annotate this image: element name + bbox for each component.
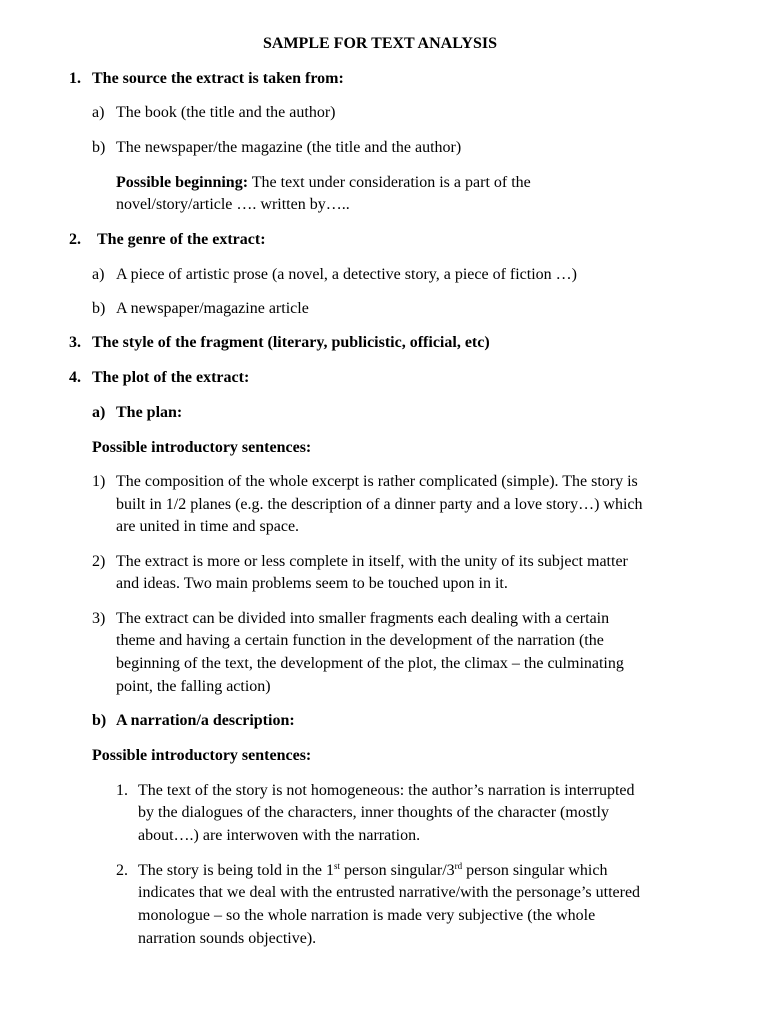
plan-item-1-line-2: built in 1/2 planes (e.g. the description of a dinner party and a love story…) which: [116, 496, 643, 513]
section-1-number: 1.: [69, 70, 81, 87]
plan-item-3-number: 3): [92, 610, 106, 627]
possible-beginning-line: [116, 172, 531, 195]
plan-item-1-number: 1): [92, 473, 106, 490]
section-4-b-heading: A narration/a description:: [116, 712, 295, 729]
section-2-heading: The genre of the extract:: [97, 231, 266, 248]
narration-item-2-line-3: monologue – so the whole narration is made very subjective (the whole: [138, 907, 596, 924]
narration-item-1-number: 1.: [116, 782, 128, 799]
narration-item-2-line-2: indicates that we deal with the entrusted narrative/with the personage’s uttered: [138, 884, 641, 901]
intro-sentences-a-heading: Possible introductory sentences:: [92, 439, 312, 456]
section-4-heading: The plot of the extract:: [92, 369, 250, 386]
narration-item-2-line-4: narration sounds objective).: [138, 930, 317, 947]
narration-item-2-part-1: The story is being told in the 1: [138, 862, 334, 879]
narration-item-2-part-3: person singular which: [462, 862, 608, 879]
plan-item-2-line-1: The extract is more or less complete in itself, with the unity of its subject matter: [116, 553, 628, 570]
section-1-b-label: b): [92, 139, 106, 156]
section-1-a-text: The book (the title and the author): [116, 104, 336, 121]
narration-item-1-line-2: by the dialogues of the characters, inner thoughts of the character (mostly: [138, 804, 609, 821]
plan-item-3-line-3: beginning of the text, the development of the plot, the climax – the culminating: [116, 655, 624, 672]
section-1-heading: The source the extract is taken from:: [92, 70, 344, 87]
section-4-b-label: b): [92, 712, 107, 729]
section-2-b-text: A newspaper/magazine article: [116, 300, 309, 317]
document-title: SAMPLE FOR TEXT ANALYSIS: [263, 35, 497, 52]
superscript-rd: rd: [454, 861, 463, 871]
plan-item-3-line-1: The extract can be divided into smaller fragments each dealing with a certain: [116, 610, 610, 627]
narration-item-2-line-1: [138, 860, 607, 883]
section-4-number: 4.: [69, 369, 81, 386]
section-2-number: 2.: [69, 231, 81, 248]
section-4-a-label: a): [92, 404, 106, 421]
plan-item-1-line-3: are united in time and space.: [116, 518, 300, 535]
possible-beginning-label: Possible beginning:: [116, 174, 249, 191]
section-2-a-text: A piece of artistic prose (a novel, a detective story, a piece of fiction …): [116, 266, 577, 283]
section-4-a-heading: The plan:: [116, 404, 183, 421]
narration-item-2-number: 2.: [116, 862, 128, 879]
section-2-a-label: a): [92, 266, 105, 283]
possible-beginning-text: The text under consideration is a part of the: [248, 174, 531, 191]
intro-sentences-b-heading: Possible introductory sentences:: [92, 747, 312, 764]
plan-item-3-line-4: point, the falling action): [116, 678, 271, 695]
plan-item-2-number: 2): [92, 553, 106, 570]
plan-item-2-line-2: and ideas. Two main problems seem to be touched upon in it.: [116, 575, 508, 592]
plan-item-3-line-2: theme and having a certain function in the development of the narration (the: [116, 632, 604, 649]
narration-item-1-line-1: The text of the story is not homogeneous: the author’s narration is interrupted: [138, 782, 635, 799]
section-3-number: 3.: [69, 334, 81, 351]
section-2-b-label: b): [92, 300, 106, 317]
narration-item-2-part-2: person singular/3: [340, 862, 455, 879]
plan-item-1-line-1: The composition of the whole excerpt is rather complicated (simple). The story is: [116, 473, 638, 490]
section-1-a-label: a): [92, 104, 105, 121]
possible-beginning-text-2: novel/story/article …. written by…..: [116, 196, 350, 213]
section-1-b-text: The newspaper/the magazine (the title and the author): [116, 139, 462, 156]
narration-item-1-line-3: about….) are interwoven with the narration.: [138, 827, 421, 844]
section-3-heading: The style of the fragment (literary, publicistic, official, etc): [92, 334, 490, 351]
superscript-st: st: [333, 861, 340, 871]
